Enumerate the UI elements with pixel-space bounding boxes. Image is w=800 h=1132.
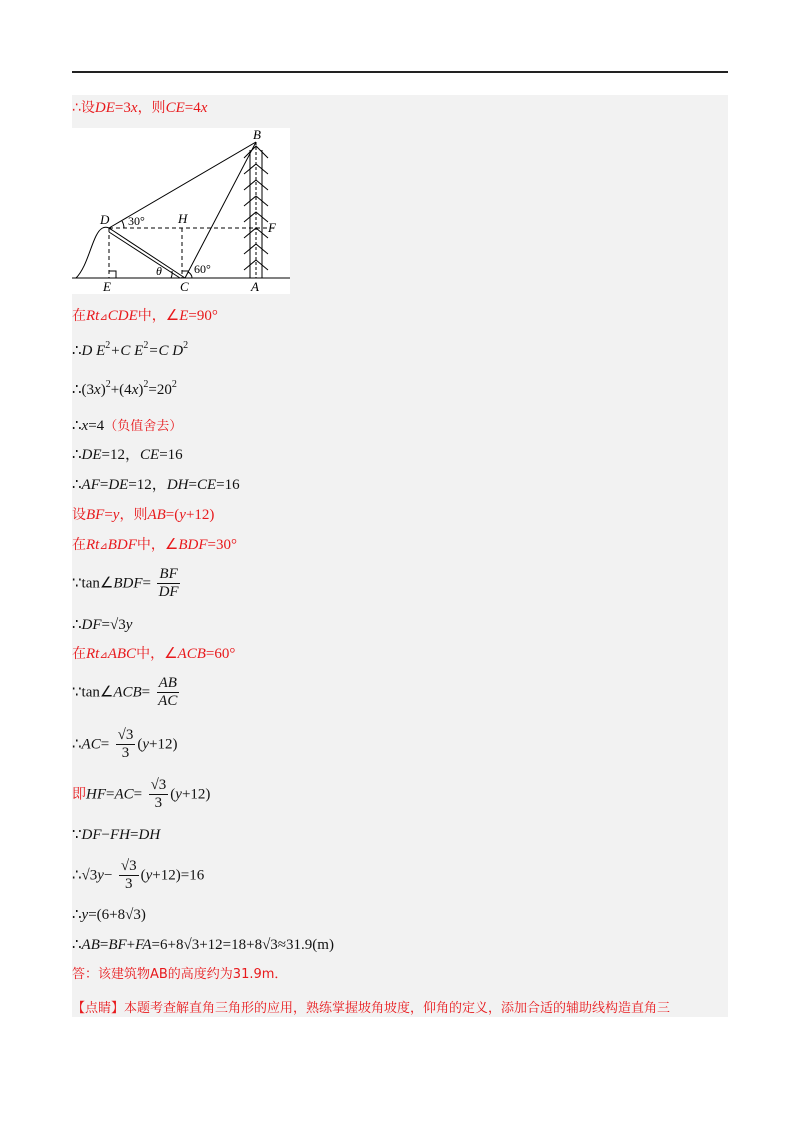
line-set-de: ∴设DE=3x，则CE=4x: [72, 100, 208, 116]
hill-outline: [76, 227, 112, 278]
right-angle-e: [109, 271, 116, 278]
label-e: E: [103, 279, 111, 294]
line-y-value: ∴y=(6+8√3): [72, 907, 146, 923]
slope-dc-inner: [109, 232, 180, 278]
header-rule: [72, 71, 728, 73]
line-hf-value: 即HF=AC= $\frac{√3}{3}$ (y+12): [72, 777, 211, 811]
answer-line: 答：该建筑物AB的高度约为31.9m．: [72, 967, 288, 982]
line-ac-value: ∴AC= $\frac{√3}{3}$ (y+12): [72, 727, 178, 761]
line-ab-result: ∴AB=BF+FA=6+8√3+12=18+8√3≈31.9(m): [72, 937, 334, 953]
comment-tag: 【点睛】: [72, 1001, 125, 1016]
angle-arc-60: [188, 272, 192, 278]
fraction-sqrt3-3: $\frac{√3}{3}$: [150, 777, 167, 811]
line-tan-acb: ∵tan∠ACB= $\frac{AB}{AC}$: [72, 675, 178, 709]
comment-text: 本题考查解直角三角形的应用，熟练掌握坡角坡度，仰角的定义，添加合适的辅助线构造直角三: [124, 1001, 671, 1016]
line-de-ce-values: ∴DE=12，CE=16: [72, 447, 183, 463]
label-c: C: [180, 279, 189, 294]
label-h: H: [178, 211, 188, 226]
label-30-degrees: 30°: [128, 214, 145, 228]
fraction-ab-ac: $\frac{AB}{AC}$: [158, 675, 178, 709]
line-df-fh-dh: ∵DF−FH=DH: [72, 827, 161, 843]
label-b: B: [253, 128, 261, 142]
slope-dc: [109, 228, 185, 278]
line-substitution: $\therefore(3x)^2+(4x)^2=20^2$: [72, 379, 177, 398]
line-af-dh-values: ∴AF=DE=12，DH=CE=16: [72, 477, 240, 493]
label-theta: θ: [156, 264, 162, 278]
comment-line: [72, 997, 670, 1016]
fraction-sqrt3-3: $\frac{√3}{3}$: [117, 727, 134, 761]
fraction-sqrt3-3: $\frac{√3}{3}$: [120, 858, 137, 892]
line-rt-cde: 在Rt⊿CDE中，∠E=90°: [72, 308, 218, 324]
angle-arc-30: [122, 221, 124, 228]
line-tan-bdf: ∵tan∠BDF= $\frac{BF}{DF}$: [72, 566, 179, 600]
line-rt-abc: 在Rt⊿ABC中，∠ACB=60°: [72, 646, 236, 662]
line-equation-y: ∴√3y− $\frac{√3}{3}$ (y+12)=16: [72, 858, 205, 892]
label-d: D: [100, 212, 110, 227]
line-pythagoras: ∴D $E^2+C$ $E^2=C$ $D^2$: [72, 340, 189, 359]
pagoda-diagram: [72, 128, 290, 294]
line-x-value: ∴x=4（负值舍去）: [72, 418, 183, 434]
line-set-bf: 设BF=y，则AB=(y+12): [72, 507, 215, 523]
label-a: A: [251, 279, 259, 294]
fraction-bf-df: $\frac{BF}{DF}$: [158, 566, 179, 600]
label-60-degrees: 60°: [194, 262, 211, 276]
geometry-figure: [72, 128, 290, 294]
line-rt-bdf: 在Rt⊿BDF中，∠BDF=30°: [72, 537, 237, 553]
label-f: F: [268, 220, 276, 235]
line-df-value: ∴DF=√3y: [72, 617, 133, 633]
